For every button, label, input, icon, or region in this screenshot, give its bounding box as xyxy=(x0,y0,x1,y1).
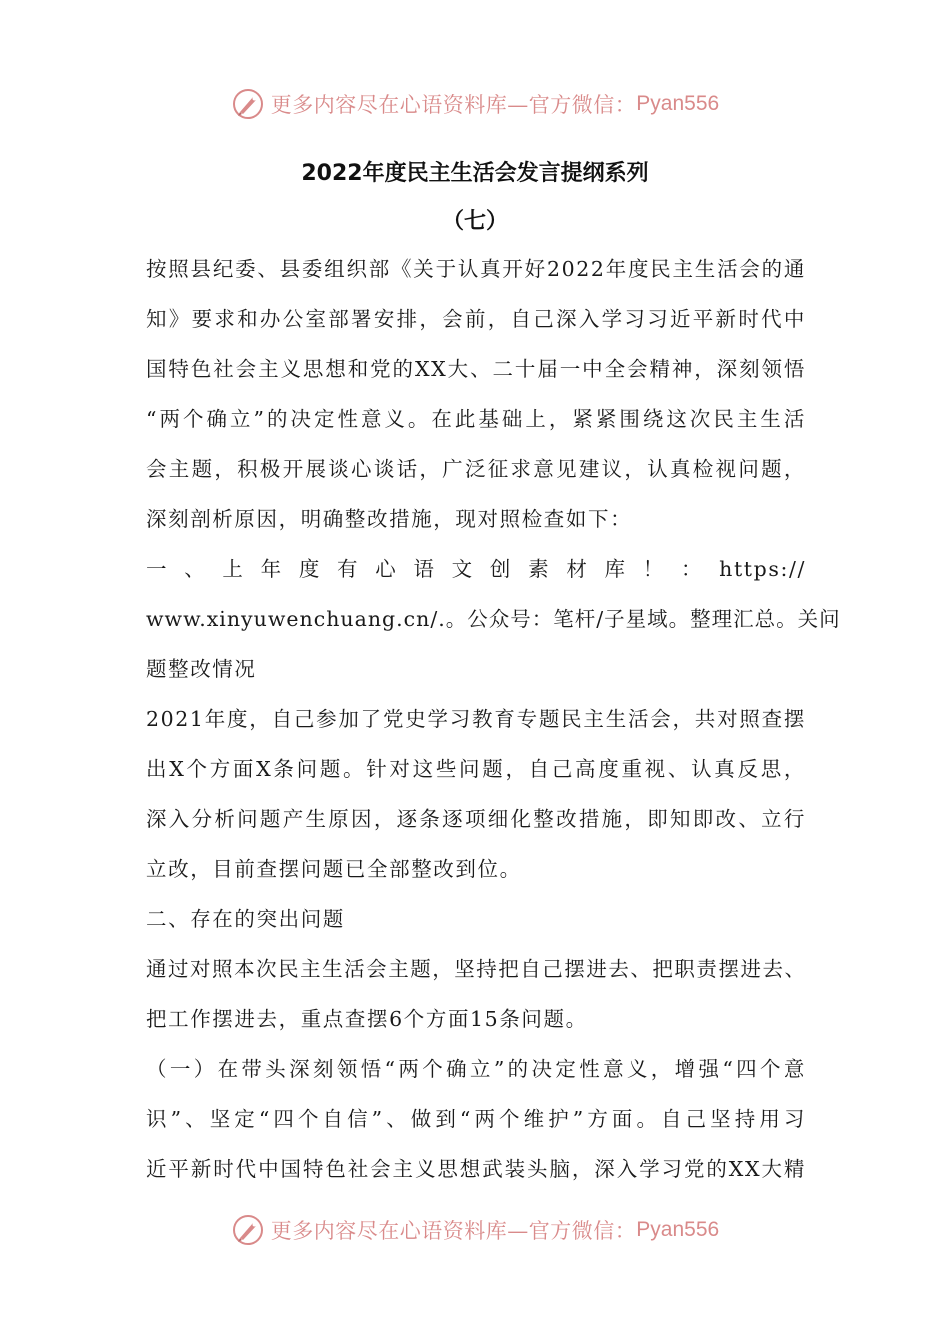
body-line: 通过对照本次民主生活会主题，坚持把自己摆进去、把职责摆进去、 xyxy=(146,957,806,981)
body-line: www.xinyuwenchuang.cn/.。公众号：笔杆/子星域。整理汇总。关问 xyxy=(146,607,841,631)
body-line: 2021年度，自己参加了党史学习教育专题民主生活会，共对照查摆 xyxy=(146,707,806,731)
document-subtitle: （七） xyxy=(441,209,508,234)
watermark-text: 更多内容尽在心语资料库—官方微信： xyxy=(270,1219,637,1243)
body-line: 识”、坚定“四个自信”、做到“两个维护”方面。自己坚持用习 xyxy=(146,1107,806,1131)
watermark-footer xyxy=(0,1210,950,1250)
document-body xyxy=(146,250,841,1200)
body-line: “两个确立”的决定性意义。在此基础上，紧紧围绕这次民主生活 xyxy=(146,407,806,431)
section-heading-line: 二、存在的突出问题 xyxy=(146,907,345,931)
pen-logo-icon xyxy=(231,1213,265,1247)
pen-logo-icon xyxy=(231,87,265,121)
body-line: 近平新时代中国特色社会主义思想武装头脑，深入学习党的XX大精 xyxy=(146,1157,806,1181)
watermark-handle: Pyan556 xyxy=(636,1218,720,1241)
subsection-line: （一）在带头深刻领悟“两个确立”的决定性意义，增强“四个意 xyxy=(146,1057,806,1081)
body-line: 题整改情况 xyxy=(146,657,257,681)
watermark-text: 更多内容尽在心语资料库—官方微信： xyxy=(270,93,637,117)
section-heading-line: 一、上年度有心语文创素材库！：https:// xyxy=(146,557,806,581)
body-line: 立改，目前查摆问题已全部整改到位。 xyxy=(146,857,522,881)
body-line: 知》要求和办公室部署安排，会前，自己深入学习习近平新时代中 xyxy=(146,307,806,331)
body-line: 会主题，积极开展谈心谈话，广泛征求意见建议，认真检视问题， xyxy=(146,457,806,481)
body-line: 按照县纪委、县委组织部《关于认真开好2022年度民主生活会的通 xyxy=(146,257,806,281)
watermark-header xyxy=(0,84,950,124)
body-line: 深刻剖析原因，明确整改措施，现对照检查如下： xyxy=(146,507,633,531)
body-line: 把工作摆进去，重点查摆6个方面15条问题。 xyxy=(146,1007,588,1031)
body-line: 深入分析问题产生原因，逐条逐项细化整改措施，即知即改、立行 xyxy=(146,807,806,831)
document-title: 2022年度民主生活会发言提纲系列 xyxy=(301,161,649,186)
body-line: 出X个方面X条问题。针对这些问题，自己高度重视、认真反思， xyxy=(146,757,806,781)
watermark-handle: Pyan556 xyxy=(636,92,720,115)
body-line: 国特色社会主义思想和党的XX大、二十届一中全会精神，深刻领悟 xyxy=(146,357,806,381)
